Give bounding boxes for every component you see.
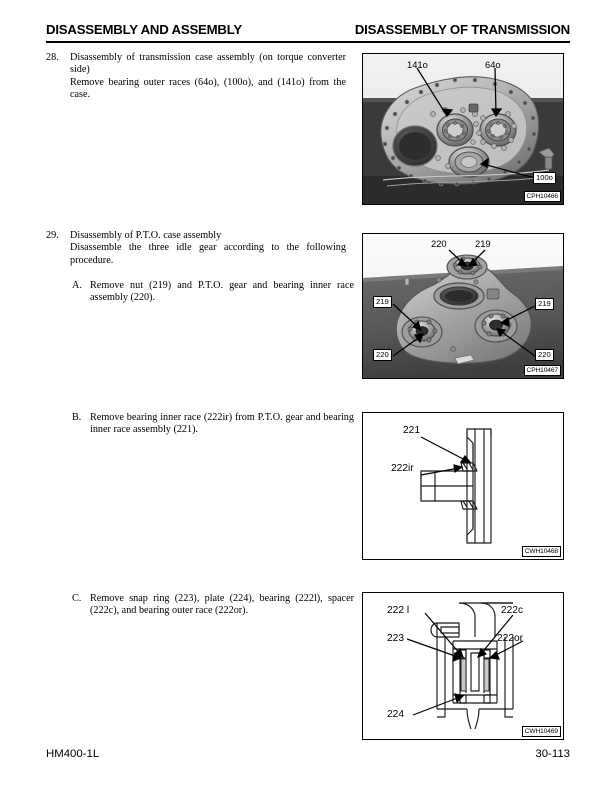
label-219-top: 219: [475, 238, 491, 249]
bearing-inner-race-drawing: [363, 413, 563, 559]
label-100o: 100o: [533, 172, 556, 184]
figure-bearing-inner-race: [362, 412, 564, 560]
footer-model: HM400-1L: [46, 748, 100, 760]
step-28-line-1: Disassembly of transmission case assembly (on torque converter side): [70, 52, 346, 76]
label-222c: 222c: [501, 605, 524, 616]
footer-page-number: 30-113: [535, 748, 570, 760]
label-220-right: 220: [535, 349, 554, 361]
step-28-number: 28.: [46, 52, 59, 63]
substep-a: [72, 280, 354, 305]
step-29-number: 29.: [46, 230, 59, 241]
label-64o: 64o: [485, 59, 501, 70]
header-right-title: DISASSEMBLY OF TRANSMISSION: [354, 22, 570, 37]
step-29-line-2: Disassemble the three idle gear according to the following procedure.: [70, 242, 346, 266]
step-28: [46, 52, 346, 102]
step-29-body: [70, 230, 346, 267]
label-221: 221: [403, 425, 420, 436]
label-223: 223: [387, 633, 404, 644]
step-29: [46, 230, 346, 267]
substep-a-letter: A.: [72, 280, 82, 291]
step-28-body: [70, 52, 346, 102]
substep-b: [72, 412, 354, 437]
substep-c: [72, 593, 354, 618]
label-222ir: 222ir: [391, 463, 414, 474]
label-224: 224: [387, 709, 404, 720]
header-left-title: DISASSEMBLY AND ASSEMBLY: [46, 22, 242, 37]
substep-b-letter: B.: [72, 412, 82, 423]
step-28-line-2: Remove bearing outer races (64o), (100o), and (141o) from the case.: [70, 76, 346, 101]
substep-b-text: Remove bearing inner race (222ir) from P.T.O. gear and bearing inner race assembly (221).: [90, 412, 354, 436]
step-29-line-1: Disassembly of P.T.O. case assembly: [70, 230, 222, 241]
label-220-left: 220: [373, 349, 392, 361]
label-219-left: 219: [373, 296, 392, 308]
pto-case-photo: [363, 234, 563, 378]
figure-transmission-case: [362, 53, 564, 205]
label-141o: 141o: [407, 59, 428, 70]
figure-2-caption: CPH10467: [524, 365, 561, 376]
label-222l: 222 l: [387, 605, 410, 616]
figure-3-caption: CWH10468: [522, 546, 561, 557]
label-220-top: 220: [431, 238, 447, 249]
figure-pto-case: [362, 233, 564, 379]
figure-4-caption: CWH10469: [522, 726, 561, 737]
header-divider: [46, 41, 570, 43]
substep-c-letter: C.: [72, 593, 82, 604]
figure-snap-ring-assembly: [362, 592, 564, 740]
label-219-right: 219: [535, 298, 554, 310]
substep-c-text: Remove snap ring (223), plate (224), bearing (222l), spacer (222c), and bearing outer race (222or).: [90, 593, 354, 617]
substep-a-text: Remove nut (219) and P.T.O. gear and bearing inner race assembly (220).: [90, 280, 354, 304]
label-222or: 222or: [497, 633, 524, 644]
figure-1-caption: CPH10466: [524, 191, 561, 202]
